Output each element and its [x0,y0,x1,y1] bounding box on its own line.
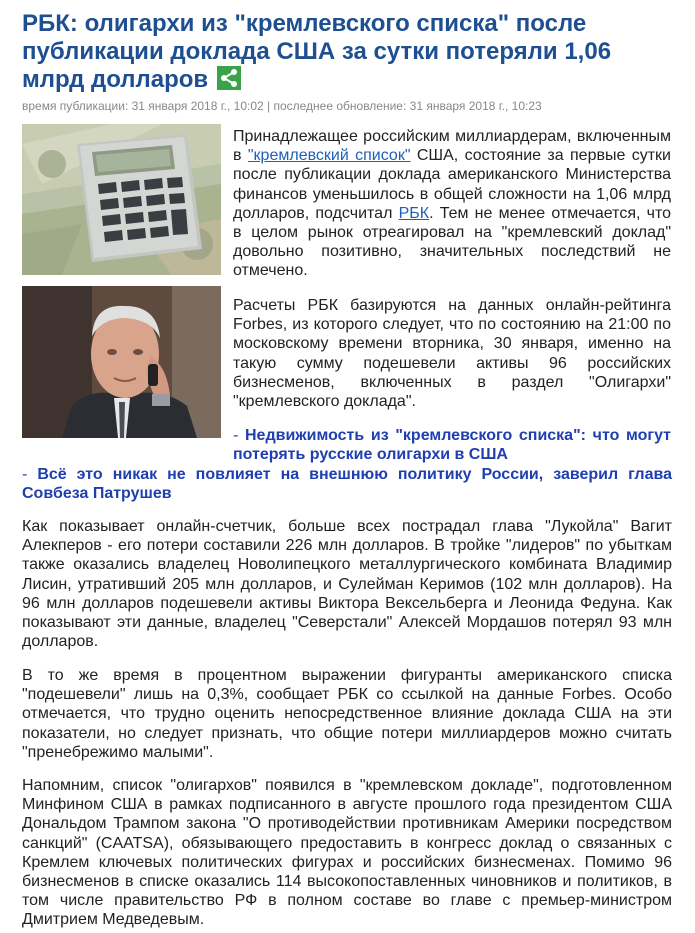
related-link-patrushev[interactable] [22,465,672,503]
related-dash: - [233,427,245,444]
paragraph-1-middle: США, состояние за первые сутки после публикации доклада американского Министерства финансов уменьшилось в общей сложности на 1,06 млрд долларов, подсчитал [233,147,671,222]
share-icon[interactable] [217,66,241,90]
paragraph-3: Как показывает онлайн-счетчик, больше всех пострадал глава "Лукойла" Вагит Алекперов - его потери составили 226 млн долларов. В тройке "лидеров" по убыткам также оказались владелец Новолипецкого металлургического комбината Владимир Лисин, утративший 205 млн долларов, и Сулейман Керимов (102 млн долларов). На 96 млн долларов подешевели активы Виктора Вексельберга и Леонида Федуна. Как показывают эти данные, владелец "Северстали" Алексей Мордашов потерял 93 млн долларов. [22,518,672,651]
article-title-text: РБК: олигархи из "кремлевского списка" после публикации доклада США за сутки потеряли 1,06 млрд долларов [22,10,612,93]
paragraph-2: Расчеты РБК базируются на данных онлайн-рейтинга Forbes, из которого следует, что по состоянию на 21:00 по московскому времени вторника, 30 января, именно на такую сумму подешевели активы 96 российских бизнесменов, включенных в раздел "Олигархи" "кремлевского доклада". [233,297,671,411]
kremlin-list-link[interactable]: "кремлевский список" [247,147,411,165]
businessman-photo [22,286,221,438]
article-title [22,10,677,94]
paragraph-4: В то же время в процентном выражении фигуранты американского списка "подешевели" лишь на 0,3%, сообщает РБК со ссылкой на данные Forbes. Особо отмечается, что трудно оценить непосредственное влияние доклада США на эти показатели, но следует признать, что общие потери миллиардеров можно считать "пренебрежимо малыми". [22,667,672,761]
related-link-text[interactable]: Недвижимость из "кремлевского списка": что могут потерять русские олигархи в США [233,427,671,464]
rbc-link[interactable]: РБК [398,204,430,222]
related-link-realestate[interactable] [233,426,671,464]
publication-meta: время публикации: 31 января 2018 г., 10:02 | последнее обновление: 31 января 2018 г., 10:23 [22,99,542,113]
paragraph-5: Напомним, список "олигархов" появился в "кремлевском докладе", подготовленном Минфином США в рамках подписанного в августе прошлого года президентом США Дональдом Трампом закона "О противодействии противникам Америки посредством санкций" (CAATSA), обязывающего предоставить в конгресс доклад о связанных с Кремлем ключевых политических фигурах и российских бизнесменах. Помимо 96 бизнесменов в списке оказались 114 высокопоставленных чиновников и политиков, в том числе правительство РФ в полном составе во главе с премьер-министром Дмитрием Медведевым. [22,777,672,929]
related-dash: - [22,466,38,483]
related-link-text[interactable]: Всё это никак не повлияет на внешнюю политику России, заверил глава Совбеза Патрушев [22,466,672,503]
paragraph-1 [233,127,671,281]
calculator-money-image [22,124,221,275]
paragraph-1-before: Принадлежащее российским миллиардерам, включенным в [233,128,671,165]
paragraph-1-after: . Тем не менее отмечается, что в целом рынок отреагировал на "кремлевский доклад" довольно позитивно, значительных последствий не отмечено. [233,204,671,280]
